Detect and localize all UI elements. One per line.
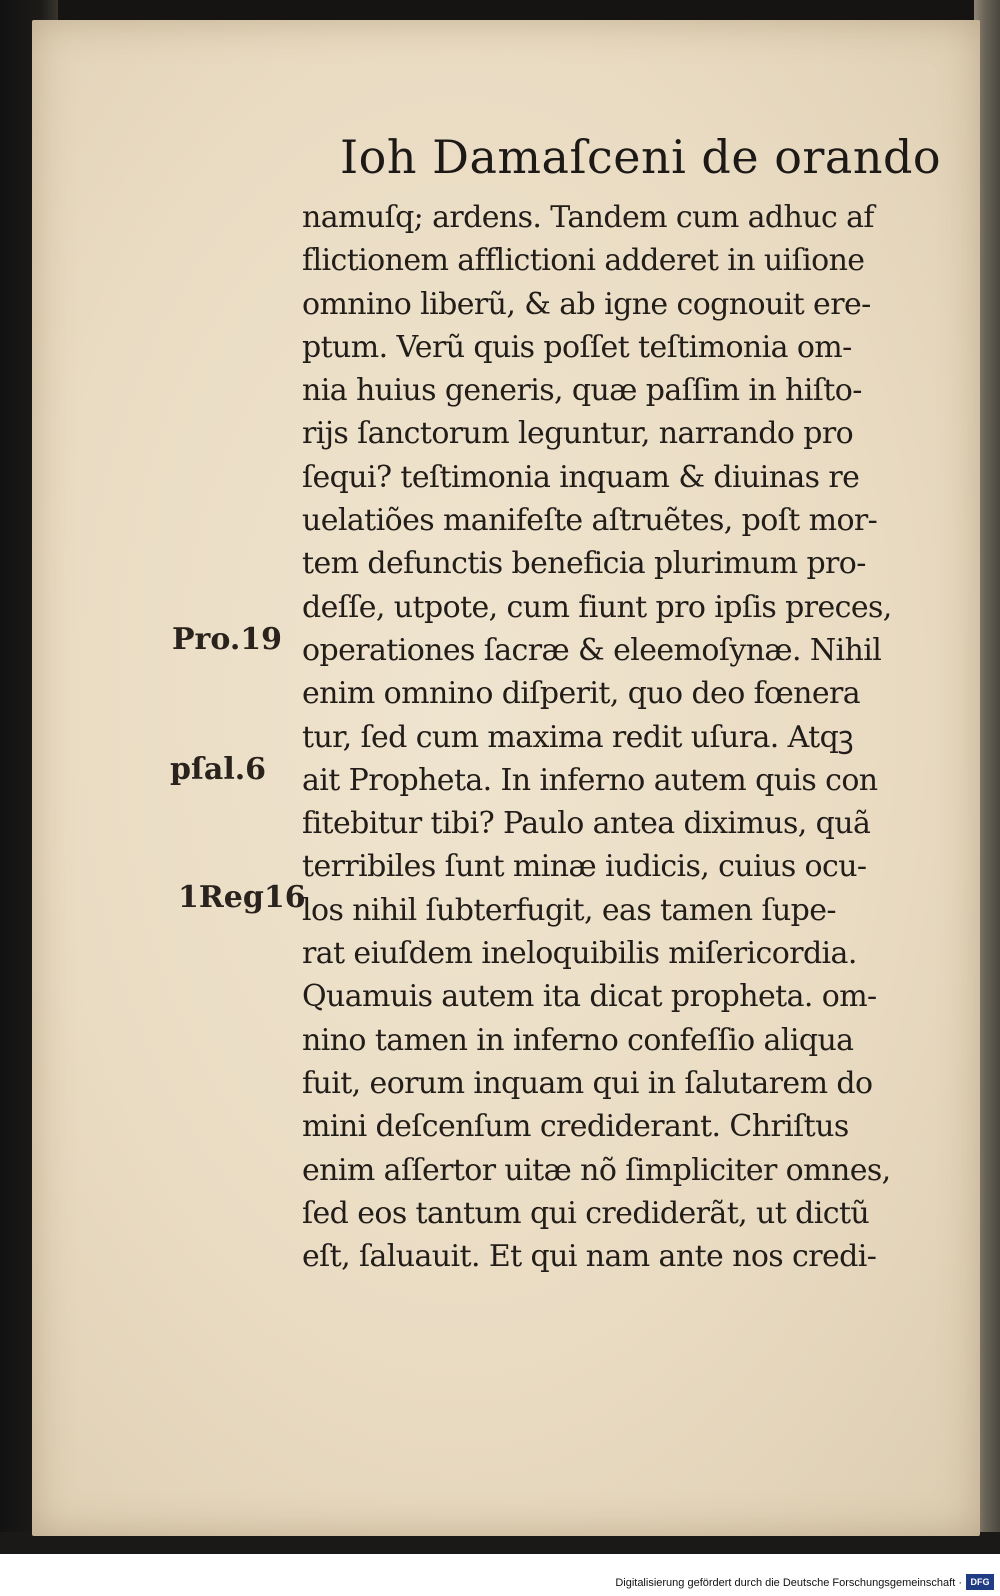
- funding-credit: Digitalisierung gefördert durch die Deutsche Forschungsgemeinschaft ·: [615, 1577, 962, 1589]
- text-line: ſed eos tantum qui crediderãt, ut dictũ: [302, 1195, 870, 1231]
- text-line: rat eiuſdem ineloquibilis miſericordia.: [302, 936, 857, 972]
- text-line: omnino liberũ, & ab igne cognouit ere-: [302, 286, 871, 322]
- text-line: los nihil ſubterfugit, eas tamen ſupe-: [302, 892, 836, 928]
- footer-bar: [0, 1554, 1000, 1596]
- text-line: enim omnino diſperit, quo deo fœnera: [302, 676, 861, 712]
- text-line: flictionem afflictioni adderet in uiſione: [302, 243, 865, 279]
- text-line: tur, ſed cum maxima redit uſura. Atqꝫ: [302, 719, 853, 755]
- text-line: deſſe, utpote, cum fiunt pro ipſis preces,: [302, 589, 892, 625]
- text-line: enim aſſertor uitæ nõ ſimpliciter omnes,: [302, 1152, 891, 1188]
- text-line: terribiles ſunt minæ iudicis, cuius ocu-: [302, 849, 867, 885]
- text-line: ſequi? teſtimonia inquam & diuinas re: [302, 459, 860, 495]
- text-line: nino tamen in inferno confeſſio aliqua: [302, 1022, 854, 1058]
- text-line: rijs ſanctorum leguntur, narrando pro: [302, 416, 854, 452]
- text-line: mini deſcenſum crediderant. Chriſtus: [302, 1109, 849, 1145]
- text-line: ait Propheta. In inferno autem quis con: [302, 762, 878, 798]
- text-line: uelatiões manifeſte aſtruẽtes, poſt mor-: [302, 503, 878, 539]
- text-line: tem defunctis beneficia plurimum pro-: [302, 546, 866, 582]
- text-line: namuſq; ardens. Tandem cum adhuc af: [302, 200, 874, 235]
- margin-note: pſal.6: [170, 752, 267, 787]
- margin-note: Pro.19: [172, 622, 283, 657]
- text-line: fuit, eorum inquam qui in ſalutarem do: [302, 1065, 873, 1101]
- body-text: [302, 196, 952, 1278]
- dfg-logo: DFG: [966, 1574, 994, 1590]
- scan-top-border: [0, 0, 1000, 22]
- text-line: nia huius generis, quæ paſſim in hiſto-: [302, 373, 862, 409]
- text-line: ptum. Verũ quis poſſet teſtimonia om-: [302, 329, 852, 365]
- text-line: eſt, ſaluauit. Et qui nam ante nos credi-: [302, 1239, 877, 1275]
- text-line: fitebitur tibi? Paulo antea diximus, quã: [302, 806, 871, 842]
- margin-note: 1Reg16: [178, 880, 306, 915]
- running-head: Ioh Damaſceni de orando: [340, 130, 942, 184]
- text-line: operationes ſacræ & eleemoſynæ. Nihil: [302, 632, 882, 668]
- text-line: Quamuis autem ita dicat propheta. om-: [302, 979, 877, 1015]
